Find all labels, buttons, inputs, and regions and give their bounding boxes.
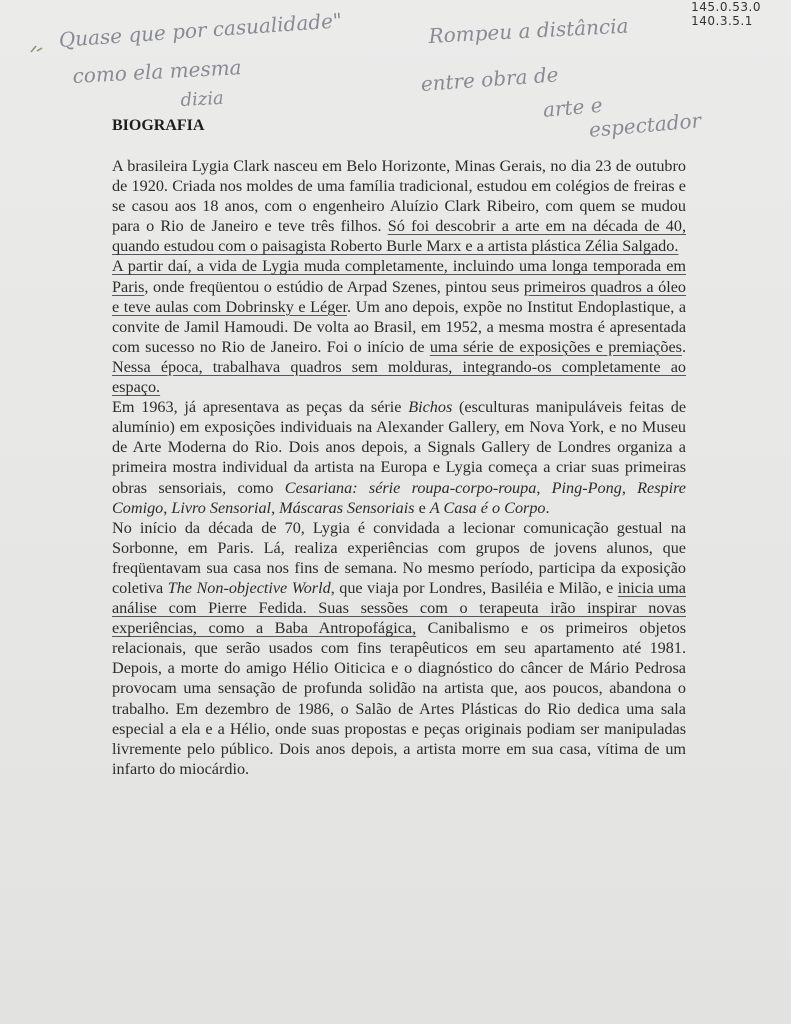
- reference-code-line-2: 140.3.5.1: [691, 14, 753, 28]
- text-run: Canibalismo e os primeiros objetos relacionais, que serão usados com fins terapêuticos em seu apartamento até 1981. Depois, a morte do amigo Hélio Oiticica e o diagnóstico do câncer de Mário Pedrosa provocam uma sensação de profunda solidão na artista que, aos poucos, abandona o trabalho. Em dezembro de 1986, o Salão de Artes Plásticas do Rio dedica uma sala especial a ela e a Hélio, onde suas propostas e peças originais podiam ser manipuladas livremente pelo público. Dois anos depois, a artista morre em sua casa, vítima de um infarto do miocárdio.: [112, 619, 686, 778]
- handwritten-note-line: dizia: [180, 87, 225, 111]
- italic-title: The Non-objective World: [167, 578, 331, 597]
- italic-title: A Casa é o Corpo: [429, 498, 546, 517]
- text-run: Em 1963, já apresentava as peças da série: [112, 398, 409, 417]
- text-run: , que viaja por Londres, Basiléia e Milão, e: [330, 578, 618, 597]
- italic-title: Respire Comigo: [112, 478, 686, 517]
- text-run: .: [681, 337, 686, 356]
- underlined-text: Nessa época, trabalhava quadros sem molduras, integrando-os completamente ao espaço.: [112, 357, 686, 397]
- handwritten-note-line: Rompeu a distância: [428, 13, 630, 48]
- biography-text: [112, 156, 686, 779]
- reference-code-line-1: 145.0.53.0: [691, 0, 761, 14]
- text-run: ,: [536, 478, 552, 497]
- text-run: , onde freqüentou o estúdio de Arpad Szenes, pintou seus: [144, 277, 524, 296]
- paragraph-2: [112, 256, 686, 397]
- italic-title: Cesariana: série roupa-corpo-roupa: [284, 478, 537, 497]
- underlined-text: A partir daí, a vida de Lygia muda completamente, incluindo uma longa temporada em Paris: [112, 257, 686, 296]
- handwritten-note-line: Quase que por casualidade": [58, 8, 343, 52]
- text-run: ,: [163, 498, 172, 517]
- paragraph-4: [112, 518, 686, 779]
- text-run: . Um ano depois, expõe no Institut Endoplastique, a convite de Jamil Hamoudi. De volta ao Brasil, em 1952, a mesma mostra é apresentada com sucesso no Rio de Janeiro. Foi o início de: [112, 297, 687, 356]
- underlined-text: Só foi descobrir a arte em na década de 40, quando estudou com o paisagista Roberto Burle Marx e a artista plástica Zélia Salgado.: [112, 217, 687, 256]
- text-run: A brasileira Lygia Clark nasceu em Belo Horizonte, Minas Gerais, no dia 23 de outubro de 1920. Criada nos moldes de uma família tradicional, estudou em colégios de freiras e se casou aos 18 anos, com o engenheiro Aluízio Clark Ribeiro, com quem se mudou para o Rio de Janeiro e teve três filhos.: [112, 157, 686, 236]
- italic-title: Ping-Pong: [551, 478, 622, 497]
- text-run: .: [545, 498, 550, 517]
- text-run: (esculturas manipuláveis feitas de alumínio) em exposições individuais na Alexander Gallery, em Nova York, e no Museu de Arte Moderna do Rio. Dois anos depois, a Signals Gallery de Londres organiza a primeira mostra individual da artista na Europa e Lygia começa a criar suas primeiras obras sensoriais, como: [112, 398, 687, 497]
- paragraph-3: [112, 397, 686, 518]
- pen-mark-icon: [30, 44, 44, 54]
- underlined-text: primeiros quadros a óleo e teve aulas com Dobrinsky e Léger: [112, 277, 686, 316]
- text-run: ,: [621, 478, 638, 497]
- text-run: No início da década de 70, Lygia é convidada a lecionar comunicação gestual na Sorbonne, em Paris. Lá, realiza experiências com grupos de jovens alunos, que freqüentavam sua casa nos fins de semana. No mesmo período, participa da exposição coletiva: [112, 518, 686, 597]
- italic-title: Livro Sensorial: [171, 498, 272, 517]
- text-run: ,: [271, 498, 280, 517]
- text-run: e: [414, 498, 430, 517]
- underlined-text: inicia uma análise com Pierre Fedida. Suas sessões com o terapeuta irão inspirar novas experiências, como a Baba Antropofágica,: [112, 578, 686, 638]
- reference-code: [691, 0, 761, 28]
- handwritten-note-line: entre obra de: [420, 62, 560, 96]
- document-title: BIOGRAFIA: [112, 117, 205, 134]
- italic-title: Bichos: [408, 398, 453, 417]
- italic-title: Máscaras Sensoriais: [279, 498, 415, 517]
- handwritten-note-line: como ela mesma: [72, 55, 243, 88]
- underlined-text: uma série de exposições e premiações: [429, 337, 682, 356]
- handwritten-note-line: espectador: [588, 108, 702, 142]
- paragraph-1: [112, 156, 686, 256]
- handwritten-note-line: arte e: [542, 92, 604, 122]
